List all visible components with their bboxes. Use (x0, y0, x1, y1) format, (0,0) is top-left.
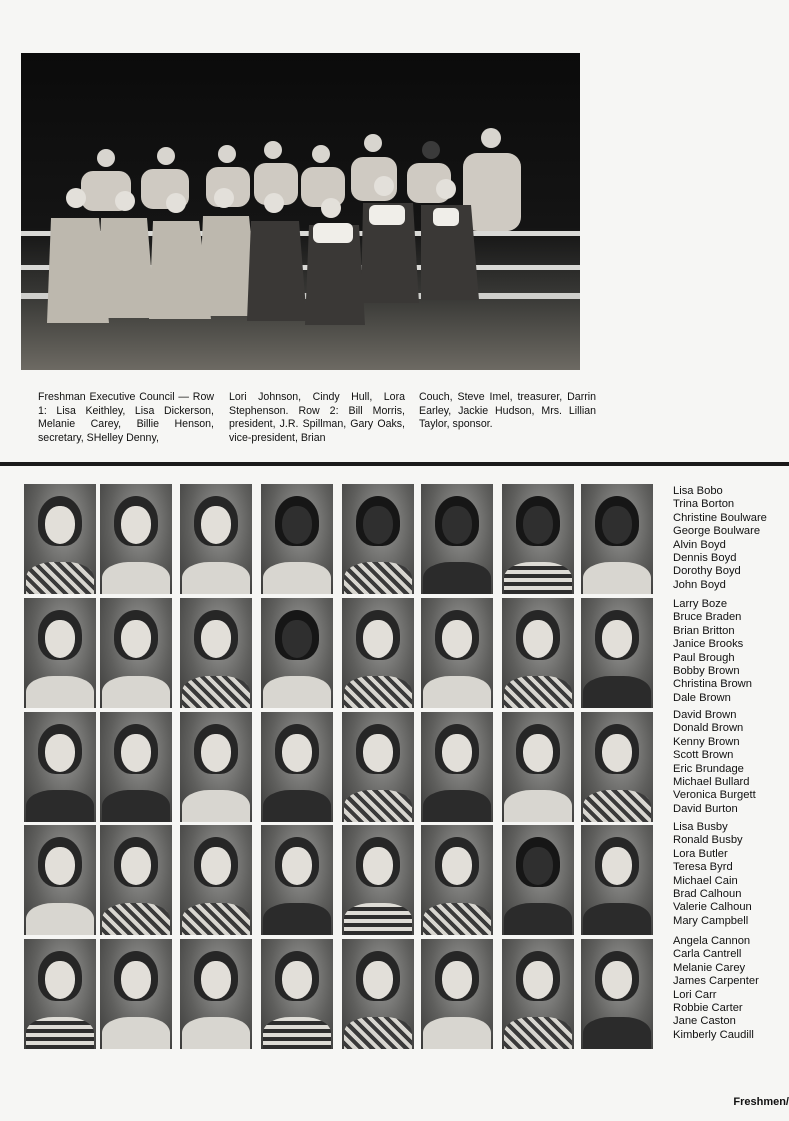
student-name: Janice Brooks (673, 638, 744, 651)
portrait (180, 825, 252, 935)
student-name: Brad Calhoun (673, 888, 742, 901)
portrait (581, 712, 653, 822)
page-folio: Freshmen/ (733, 1096, 789, 1108)
portrait (502, 712, 574, 822)
student-name: David Brown (673, 709, 737, 721)
portrait (100, 939, 172, 1049)
portrait (261, 825, 333, 935)
student-name: Bruce Braden (673, 611, 742, 624)
portrait (342, 825, 414, 935)
student-name: Bobby Brown (673, 665, 740, 678)
student-name: Paul Brough (673, 651, 735, 664)
student-name: Angela Cannon (673, 935, 751, 947)
student-name: Kimberly Caudill (673, 1028, 754, 1041)
name-list-row-1 (673, 485, 767, 592)
caption-column-2: Lori Johnson, Cindy Hull, Lora Stephenson. Row 2: Bill Morris, president, J.R. Spillman, Gary Oaks, vice-president, Brian (229, 391, 405, 444)
student-name: Dale Brown (673, 691, 731, 704)
student-name: Jane Caston (673, 1015, 736, 1028)
portrait (180, 712, 252, 822)
portrait (342, 712, 414, 822)
portrait (421, 598, 493, 708)
caption-column-1: Freshman Executive Council — Row 1: Lisa Keithley, Lisa Dickerson, Melanie Carey, Billie Henson, secretary, SHelley Denny, (38, 391, 214, 444)
portrait (24, 825, 96, 935)
portrait (342, 598, 414, 708)
name-list-row-3 (673, 709, 756, 816)
student-name: Lisa Busby (673, 821, 728, 833)
student-name: Eric Brundage (673, 762, 744, 775)
name-list-row-5 (673, 935, 759, 1042)
student-name: Michael Cain (673, 874, 738, 887)
portrait (502, 484, 574, 594)
student-name: Lori Carr (673, 988, 717, 1001)
portrait (421, 825, 493, 935)
portrait (24, 484, 96, 594)
student-name: Larry Boze (673, 598, 728, 610)
student-name: Christina Brown (673, 678, 752, 691)
portrait (421, 712, 493, 822)
portrait (100, 712, 172, 822)
portrait (581, 825, 653, 935)
portrait (100, 484, 172, 594)
student-name: Lora Butler (673, 847, 728, 860)
student-name: Scott Brown (673, 749, 734, 762)
portrait (581, 484, 653, 594)
portrait (342, 484, 414, 594)
portrait (24, 939, 96, 1049)
caption-column-3: Couch, Steve Imel, treasurer, Darrin Earley, Jackie Hudson, Mrs. Lillian Taylor, sponsor. (419, 391, 596, 430)
freshman-portrait-grid (24, 484, 658, 1046)
portrait (180, 939, 252, 1049)
student-name: Valerie Calhoun (673, 901, 752, 914)
student-name: Ronald Busby (673, 834, 743, 847)
executive-council-group-photo (21, 53, 580, 370)
portrait (421, 939, 493, 1049)
portrait (581, 598, 653, 708)
portrait (502, 598, 574, 708)
student-name: Trina Borton (673, 498, 735, 511)
student-name: Lisa Bobo (673, 485, 723, 497)
portrait (180, 598, 252, 708)
student-name: Donald Brown (673, 722, 744, 735)
student-name: George Boulware (673, 525, 761, 538)
portrait (261, 712, 333, 822)
portrait (502, 939, 574, 1049)
portrait (100, 825, 172, 935)
student-name: Dennis Boyd (673, 552, 737, 565)
student-name: Teresa Byrd (673, 861, 733, 874)
student-name: Robbie Carter (673, 1002, 743, 1015)
name-list-row-4 (673, 821, 752, 928)
portrait (24, 598, 96, 708)
student-name: Dorothy Boyd (673, 565, 741, 578)
student-name: Brian Britton (673, 624, 735, 637)
student-name: Mary Campbell (673, 914, 749, 927)
student-name: John Boyd (673, 578, 726, 591)
student-name: Kenny Brown (673, 735, 740, 748)
student-name: Veronica Burgett (673, 789, 756, 802)
portrait (24, 712, 96, 822)
portrait (421, 484, 493, 594)
section-divider (0, 462, 789, 466)
student-name: Christine Boulware (673, 511, 767, 524)
portrait (261, 484, 333, 594)
student-name: James Carpenter (673, 975, 759, 988)
name-list-row-2 (673, 598, 752, 705)
portrait (180, 484, 252, 594)
portrait (261, 939, 333, 1049)
student-name: Alvin Boyd (673, 538, 726, 551)
student-name: Melanie Carey (673, 961, 746, 974)
portrait (581, 939, 653, 1049)
student-name: Carla Cantrell (673, 948, 742, 961)
portrait (342, 939, 414, 1049)
student-name: David Burton (673, 802, 738, 815)
portrait (100, 598, 172, 708)
student-name: Michael Bullard (673, 776, 750, 789)
portrait (502, 825, 574, 935)
portrait (261, 598, 333, 708)
